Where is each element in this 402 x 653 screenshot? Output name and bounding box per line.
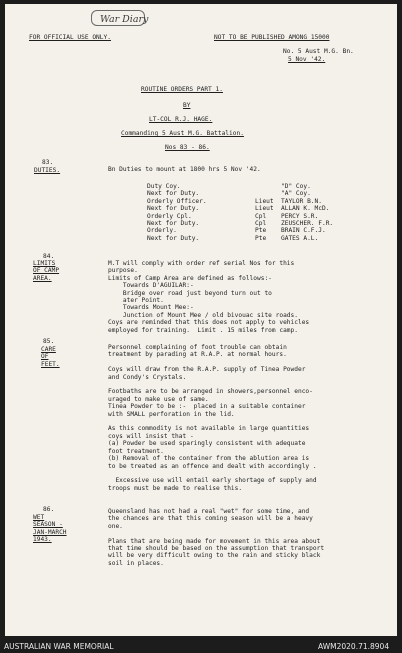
heading-line: AREA. bbox=[33, 274, 52, 282]
body-line: Coys will draw from the R.A.P. supply of Tinea Powder bbox=[108, 366, 306, 374]
heading-line: JAN-MARCH bbox=[33, 528, 67, 536]
body-line: coys will insist that - bbox=[108, 432, 194, 440]
section-85-number: 85. bbox=[43, 338, 55, 345]
body-line: the chances are that this coming season will be a heavy bbox=[108, 515, 313, 523]
heading-line: WET bbox=[33, 514, 45, 521]
heading-line: FEET. bbox=[41, 360, 60, 368]
section-86-number: 86. bbox=[43, 506, 55, 513]
heading-line: OF bbox=[41, 353, 49, 361]
title-order-numbers: Nos 83 - 86. bbox=[165, 144, 210, 151]
body-line bbox=[108, 470, 317, 477]
heading-line: 1943. bbox=[33, 536, 52, 544]
heading-line: LIMITS bbox=[33, 260, 56, 267]
heading-line: CARE bbox=[41, 346, 56, 353]
duty-rank: Pte bbox=[255, 234, 267, 242]
section-86-body bbox=[108, 508, 324, 567]
duty-rank: Pte bbox=[255, 227, 267, 235]
duty-role: Next for Duty. bbox=[147, 220, 200, 228]
body-line: ater Point. bbox=[108, 297, 164, 305]
body-line: Coys are reminded that this does not apply to vehicles bbox=[108, 319, 310, 327]
body-line: that time should be based on the assumption that transport bbox=[108, 545, 325, 553]
body-line: foot treatment. bbox=[108, 447, 164, 455]
section-85-body bbox=[108, 344, 317, 492]
duty-name: GATES A.L. bbox=[281, 234, 319, 242]
duty-ranks bbox=[255, 183, 274, 242]
body-line: (b) Removal of the container from the ablution area is bbox=[108, 455, 310, 463]
duty-name: ZEUSCHER. F.R. bbox=[281, 220, 334, 228]
body-line: and Condy's Crystals. bbox=[108, 373, 187, 381]
body-line: troops must be made to realise this. bbox=[108, 484, 243, 492]
body-line: Queensland has not had a real "wet" for some time, and bbox=[108, 508, 310, 515]
heading-line: OF CAMP bbox=[33, 267, 60, 275]
body-line: As this commodity is not available in large quantities bbox=[108, 425, 310, 433]
body-line: Excessive use will entail early shortage of supply and bbox=[108, 477, 317, 485]
section-83-intro: Bn Duties to mount at 1800 hrs 5 Nov '42. bbox=[108, 166, 261, 173]
duty-role: Duty Coy. bbox=[147, 183, 181, 190]
handwritten-note: War Diary bbox=[100, 14, 149, 25]
body-line: one. bbox=[108, 522, 123, 530]
body-line: employed for training. Limit . 15 miles from camp. bbox=[108, 326, 298, 334]
duty-rank: Cpl bbox=[255, 220, 267, 228]
body-line: Towards D'AGUILAR:- bbox=[108, 282, 194, 290]
section-84-heading bbox=[33, 260, 59, 282]
body-line: treatment by parading at R.A.P. at normal hours. bbox=[108, 351, 287, 359]
body-line: Tinea Powder to be :- placed in a suitable container bbox=[108, 403, 306, 411]
body-line: Towards Mount Mee:- bbox=[108, 304, 194, 312]
duty-role: Orderly Cpl. bbox=[147, 212, 192, 220]
section-86-heading bbox=[33, 514, 67, 544]
duty-rank: Lieut bbox=[255, 197, 274, 205]
duty-rank bbox=[255, 183, 274, 190]
body-line: Bridge over road just beyond turn out to bbox=[108, 289, 272, 297]
body-line bbox=[108, 418, 317, 425]
duty-names bbox=[281, 183, 333, 242]
body-line: purpose. bbox=[108, 267, 138, 275]
footer-institution: AUSTRALIAN WAR MEMORIAL bbox=[4, 642, 114, 651]
order-date: 5 Nov '42. bbox=[288, 56, 326, 63]
duty-roles bbox=[147, 183, 207, 242]
body-line: Personnel complaining of foot trouble can obtain bbox=[108, 344, 287, 351]
body-line: (a) Powder be used sparingly consistent with adequate bbox=[108, 440, 306, 448]
duty-name: ALLAN K. McD. bbox=[281, 205, 330, 213]
duty-name: TAYLOR B.N. bbox=[281, 197, 322, 205]
security-classification: FOR OFFICIAL USE ONLY. bbox=[29, 34, 111, 41]
press-notice: NOT TO BE PUBLISHED AMONG 15000 bbox=[214, 34, 330, 41]
duty-name: "D" Coy. bbox=[281, 183, 311, 190]
title-commander: LT-COL R.J. HAGE. bbox=[149, 116, 213, 123]
archive-footer bbox=[0, 641, 402, 653]
section-84-body bbox=[108, 260, 309, 334]
unit-line: No. 5 Aust M.G. Bn. bbox=[283, 48, 354, 55]
body-line: M.T will comply with order ref serial Nos for this bbox=[108, 260, 295, 267]
title-command: Commanding 5 Aust M.G. Battalion. bbox=[121, 130, 244, 137]
body-line bbox=[108, 359, 317, 366]
duty-name: PERCY S.R. bbox=[281, 212, 319, 220]
body-line bbox=[108, 381, 317, 388]
body-line: to be treated as an offence and dealt with accordingly . bbox=[108, 462, 317, 470]
heading-line: SEASON - bbox=[33, 521, 63, 529]
body-line bbox=[108, 530, 324, 537]
body-line: Junction of Mount Mee / old bivouac site roads. bbox=[108, 311, 298, 319]
title-routine-orders: ROUTINE ORDERS PART 1. bbox=[141, 86, 223, 93]
body-line: Plans that are being made for movement in this area about bbox=[108, 537, 321, 545]
section-85-heading bbox=[41, 346, 60, 368]
duty-rank bbox=[255, 190, 274, 197]
duty-name: BRAIN C.F.J. bbox=[281, 227, 326, 235]
section-83-heading: DUTIES. bbox=[34, 167, 61, 174]
duty-name: "A" Coy. bbox=[281, 190, 311, 198]
section-83-number: 83. bbox=[42, 159, 54, 166]
duty-role: Next for Duty. bbox=[147, 190, 200, 198]
body-line: Footbaths are to be arranged in showers,personnel enco- bbox=[108, 388, 313, 396]
duty-role: Next for Duty. bbox=[147, 205, 200, 213]
body-line: with SMALL perforation in the lid. bbox=[108, 410, 235, 418]
duty-role: Orderly. bbox=[147, 227, 177, 235]
body-line: Limits of Camp Area are defined as follows:- bbox=[108, 274, 272, 282]
section-84-number: 84. bbox=[43, 253, 55, 260]
body-line: will be very difficult owing to the rain and sticky black bbox=[108, 552, 321, 560]
title-by: BY bbox=[183, 102, 191, 109]
body-line: uraged to make use of same. bbox=[108, 395, 209, 403]
duty-rank: Lieut bbox=[255, 205, 274, 213]
duty-rank: Cpl bbox=[255, 212, 267, 220]
duty-role: Orderly Officer. bbox=[147, 197, 207, 205]
duty-role: Next for Duty. bbox=[147, 234, 200, 242]
body-line: soil in places. bbox=[108, 559, 164, 567]
footer-reference: AWM2020.71.8904 bbox=[318, 642, 390, 651]
document-page bbox=[5, 4, 397, 636]
